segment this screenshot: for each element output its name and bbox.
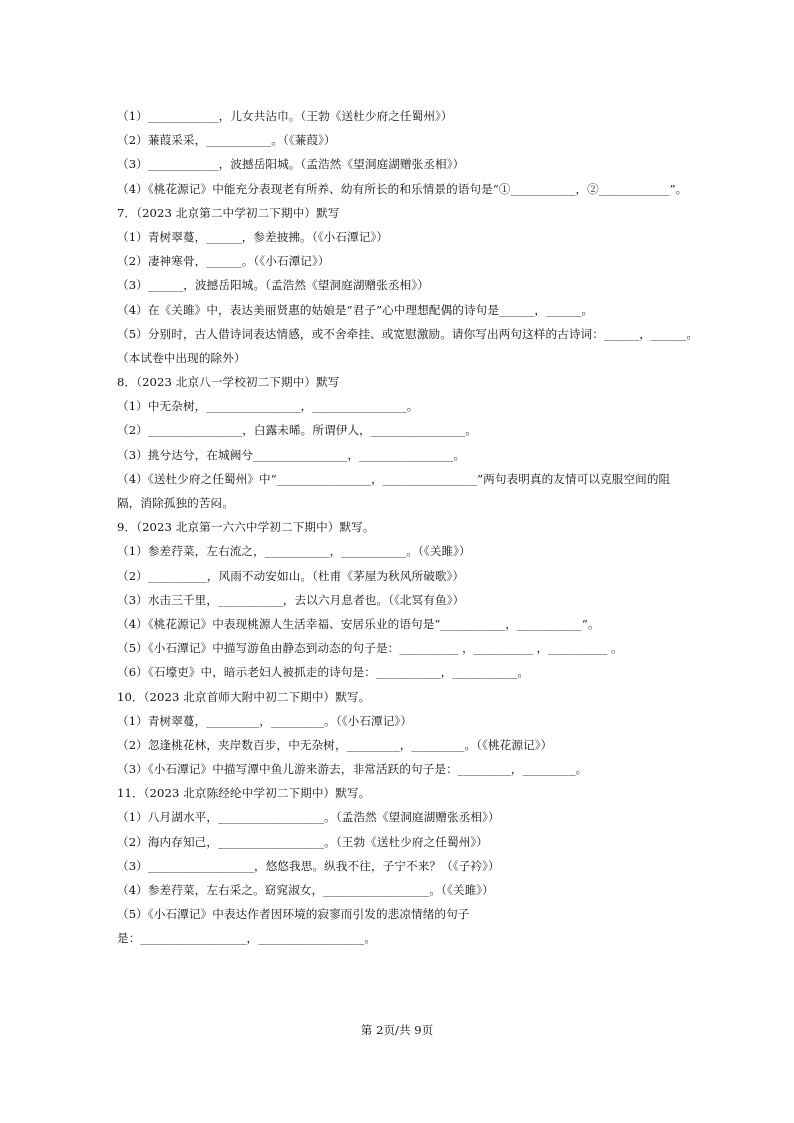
text-line: （4）《送杜少府之任蜀州》中“________________，________________”两句表明真的友情可以克服空间的阻 bbox=[117, 471, 671, 486]
text-line: （5）《小石潭记》中描写游鱼由静态到动态的句子是：__________ ，__________ ，__________ 。 bbox=[117, 641, 623, 656]
text-line: （本试卷中出现的除外） bbox=[117, 350, 246, 365]
text-line: （1）青树翠蔓，______，参差披拂。（《小石潭记》） bbox=[117, 229, 389, 244]
text-line: （2）海内存知己，__________________。（王勃《送杜少府之任蜀州》） bbox=[117, 834, 488, 849]
text-line: （1）青树翠蔓，_________，_________。（《小石潭记》） bbox=[117, 713, 413, 728]
text-line: （3）挑兮达兮，在城阙兮________________，________________。 bbox=[117, 447, 466, 462]
text-line: （2）凄神寒骨，______。（《小石潭记》） bbox=[117, 254, 330, 269]
question-heading: 7．（2023 北京第二中学初二下期中）默写 bbox=[117, 205, 340, 220]
question-heading: 9．（2023 北京第一六六中学初二下期中）默写。 bbox=[117, 520, 375, 535]
text-line: （2）________________，白露未晞。所谓伊人，________________。 bbox=[117, 423, 477, 438]
text-line: （3）《小石潭记》中描写潭中鱼儿游来游去，非常活跃的句子是：_________，_________。 bbox=[117, 762, 588, 777]
text-line: （1）中无杂树，________________，________________。 bbox=[117, 399, 419, 414]
text-line: （1）参差荇菜，左右流之，___________，___________。（《关雎》） bbox=[117, 544, 471, 559]
text-line: （2）蒹葭采采，___________。（《蒹葭》） bbox=[117, 133, 336, 148]
text-line: （3）______，波撼岳阳城。（孟浩然《望洞庭湖赠张丞相》） bbox=[117, 278, 429, 293]
question-heading: 11．（2023 北京陈经纶中学初二下期中）默写。 bbox=[117, 786, 371, 801]
text-line: （3）水击三千里，___________，去以六月息者也。（《北冥有鱼》） bbox=[117, 592, 465, 607]
question-heading: 8．（2023 北京八一学校初二下期中）默写 bbox=[117, 375, 340, 390]
exercise-list bbox=[117, 104, 697, 951]
text-line: （6）《石壕吏》中，暗示老妇人被抓走的诗句是：___________，___________。 bbox=[117, 665, 530, 680]
text-line: （5）《小石潭记》中表达作者因环境的寂寥而引发的悲凉情绪的句子 bbox=[117, 907, 470, 922]
text-line: （2）__________，风雨不动安如山。（杜甫《茅屋为秋风所破歌》） bbox=[117, 568, 465, 583]
text-line: （4）《桃花源记》中表现桃源人生活幸福、安居乐业的语句是“___________，___________”。 bbox=[117, 616, 600, 631]
question-heading: 10．（2023 北京首师大附中初二下期中）默写。 bbox=[117, 689, 371, 704]
text-line: （3）__________________，悠悠我思。纵我不往，子宁不来？（《子衿》） bbox=[117, 858, 500, 873]
text-line: （4）参差荇菜，左右采之。窈窕淑女，__________________。（《关雎》） bbox=[117, 883, 494, 897]
text-line: 是：__________________，__________________。 bbox=[117, 931, 377, 946]
text-line: 隔，消除孤独的苦闷。 bbox=[117, 496, 234, 510]
page-number-footer: 第 2页/共 9页 bbox=[360, 1023, 434, 1037]
text-line: （5）分别时，古人借诗词表达情感，或不舍牵挂、或宽慰激励。请你写出两句这样的古诗词：______，______。 bbox=[117, 326, 699, 341]
text-line: （1）八月湖水平，__________________。（孟浩然《望洞庭湖赠张丞相》） bbox=[117, 810, 500, 825]
text-line: （3）____________，波撼岳阳城。（孟浩然《望洞庭湖赠张丞相》） bbox=[117, 157, 465, 172]
text-line: （4）在《关雎》中，表达美丽贤惠的姑娘是“君子”心中理想配偶的诗句是______，______。 bbox=[117, 302, 594, 317]
text-line: （1）____________，儿女共沾巾。（王勃《送杜少府之任蜀州》） bbox=[117, 109, 453, 123]
text-line: （2）忽逢桃花林，夹岸数百步，中无杂树，_________，_________。（《桃花源记》） bbox=[117, 737, 553, 752]
text-line: （4）《桃花源记》中能充分表现老有所养、幼有所长的和乐情景的语句是“①___________，②____________”。 bbox=[117, 181, 688, 196]
